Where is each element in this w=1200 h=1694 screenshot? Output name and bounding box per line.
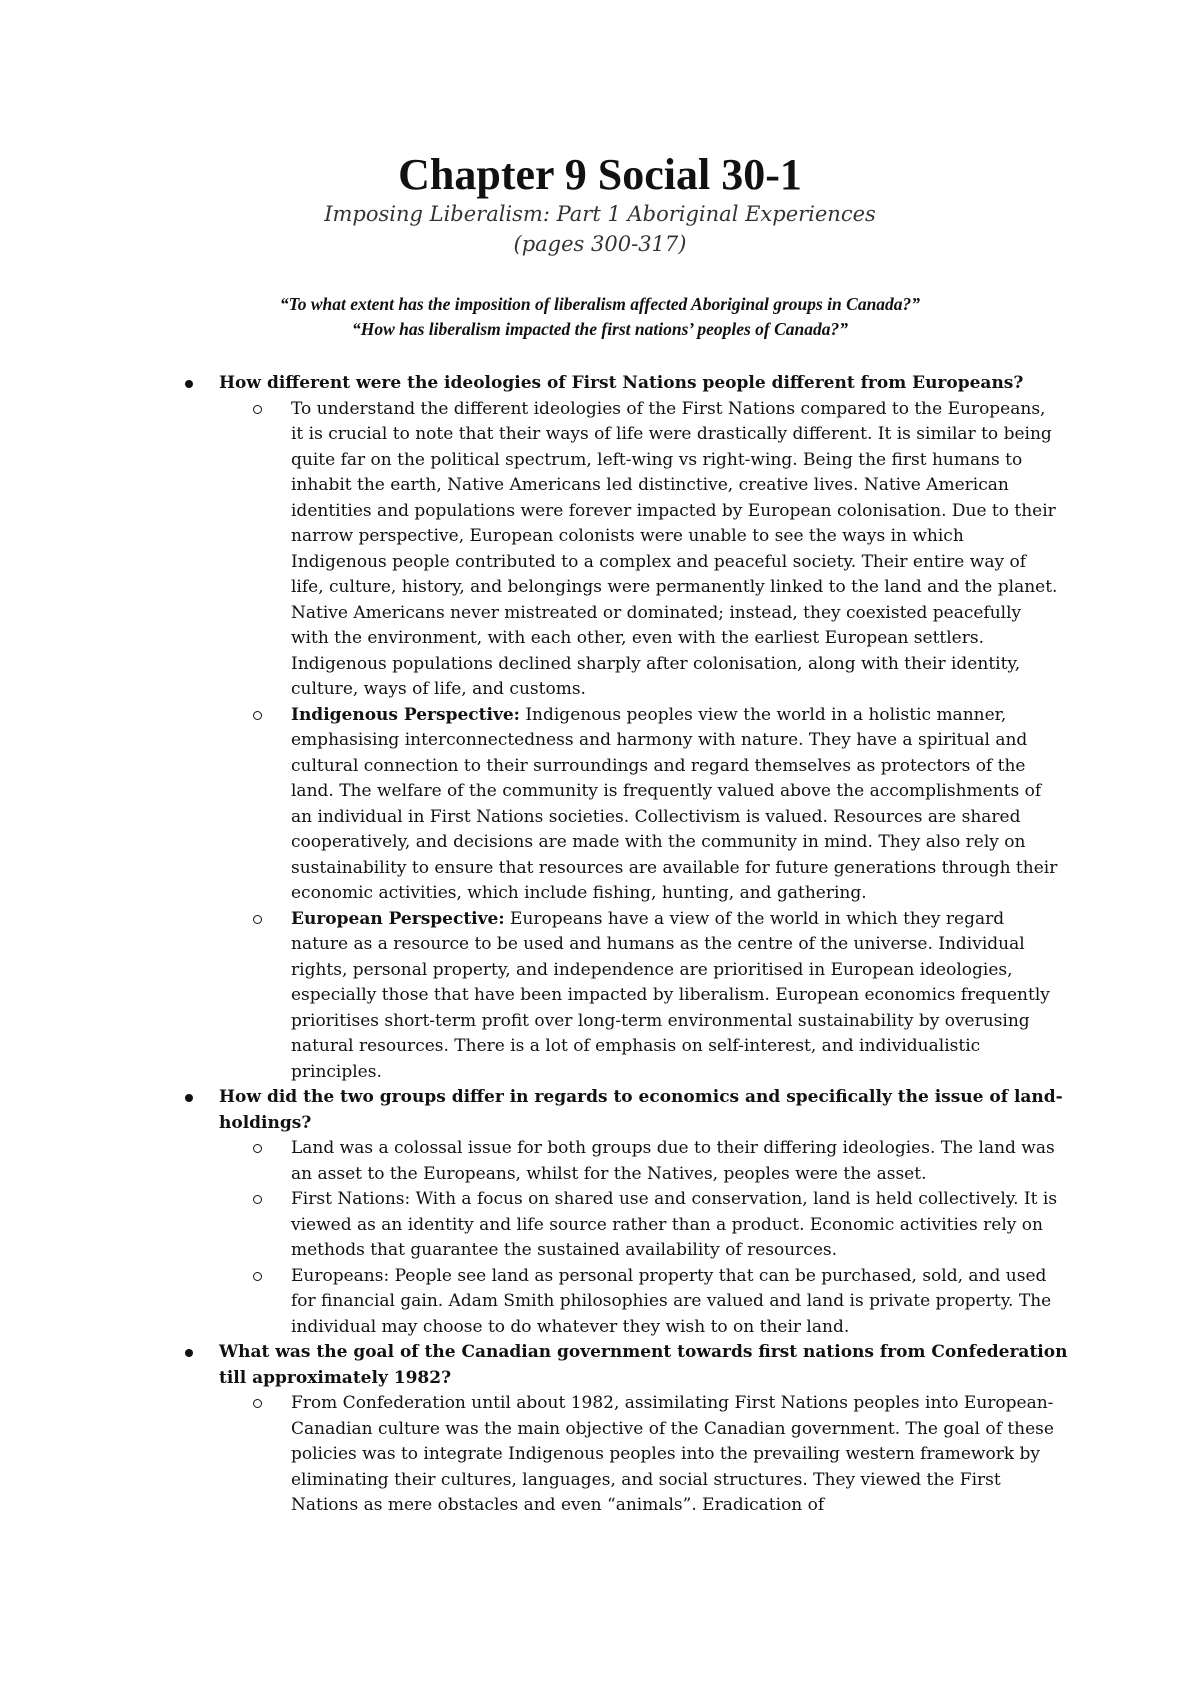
section-question: What was the goal of the Canadian government towards first nations from Confederation till approximately 1982?: [219, 1342, 1068, 1388]
answer-text: From Confederation until about 1982, assimilating First Nations peoples into European-Canadian culture was the main objective of the Canadian government. The goal of these policies was to integrate Indigenous peoples into the prevailing western framework by eliminating their cultures, languages, and social structures. They viewed the First Nations as mere obstacles and even “animals”. Eradication of: [291, 1393, 1054, 1515]
circle-bullet-icon: [253, 1272, 262, 1281]
circle-bullet-icon: [253, 915, 262, 924]
circle-bullet-icon: [253, 1144, 262, 1153]
inquiry-question: “How has liberalism impacted the first nations’ peoples of Canada?”: [351, 319, 849, 339]
circle-bullet-icon: [253, 1399, 262, 1408]
bullet-icon: [185, 1094, 193, 1102]
answer-point: [291, 703, 1061, 907]
answer-point: [291, 1187, 1061, 1264]
inquiry-question: “To what extent has the imposition of liberalism affected Aboriginal groups in Canada?”: [279, 294, 921, 314]
question-section: [0, 1085, 1069, 1340]
answer-point: [291, 1264, 1061, 1341]
question-section: [0, 1340, 1069, 1519]
inquiry-questions: [0, 292, 1200, 342]
circle-bullet-icon: [253, 1195, 262, 1204]
answer-text: To understand the different ideologies of the First Nations compared to the Europeans, it is crucial to note that their ways of life were drastically different. It is similar to being quite far on the political spectrum, left-wing vs right-wing. Being the first humans to inhabit the earth, Native Americans led distinctive, creative lives. Native American identities and populations were forever impacted by European colonisation. Due to their narrow perspective, European colonists were unable to see the ways in which Indigenous people contributed to a complex and peaceful society. Their entire way of life, culture, history, and belongings were permanently linked to the land and the planet. Native Americans never mistreated or dominated; instead, they coexisted peacefully with the environment, with each other, even with the earliest European settlers. Indigenous populations declined sharply after colonisation, along with their identity, culture, ways of life, and customs.: [291, 398, 1058, 699]
answer-text: Europeans have a view of the world in which they regard nature as a resource to be used and humans as the centre of the universe. Individual rights, personal property, and independence are prioritised in European ideologies, especially those that have been impacted by liberalism. European economics frequently prioritises short-term profit over long-term environmental sustainability by overusing natural resources. There is a lot of emphasis on self-interest, and individualistic principles.: [291, 908, 1050, 1082]
page-title: Chapter 9 Social 30-1: [398, 150, 802, 199]
section-question: How did the two groups differ in regards to economics and specifically the issue of land-holdings?: [219, 1087, 1063, 1133]
subtitle: [0, 199, 1200, 259]
section-question: How different were the ideologies of First Nations people different from Europeans?: [219, 373, 1024, 393]
answer-label: Indigenous Perspective:: [291, 704, 520, 725]
page-range: (pages 300-317): [513, 232, 687, 256]
subtitle-line: Imposing Liberalism: Part 1 Aboriginal Experiences: [324, 202, 876, 226]
bullet-icon: [185, 1349, 193, 1357]
circle-bullet-icon: [253, 405, 262, 414]
answer-text: Europeans: People see land as personal property that can be purchased, sold, and used for financial gain. Adam Smith philosophies are valued and land is private property. The individual may choose to do whatever they wish to on their land.: [291, 1265, 1052, 1337]
answer-text: First Nations: With a focus on shared use and conservation, land is held collectively. It is viewed as an identity and life source rather than a product. Economic activities rely on methods that guarantee the sustained availability of resources.: [291, 1189, 1058, 1260]
answer-text: Indigenous peoples view the world in a holistic manner, emphasising interconnectedness and harmony with nature. They have a spiritual and cultural connection to their surroundings and regard themselves as protectors of the land. The welfare of the community is frequently valued above the accomplishments of an individual in First Nations societies. Collectivism is valued. Resources are shared cooperatively, and decisions are made with the community in mind. They also rely on sustainability to ensure that resources are available for future generations through their economic activities, which include fishing, hunting, and gathering.: [291, 704, 1058, 903]
bullet-icon: [185, 380, 193, 388]
circle-bullet-icon: [253, 711, 262, 720]
answer-point: [291, 1391, 1061, 1519]
answer-point: [291, 907, 1061, 1086]
answer-text: Land was a colossal issue for both groups due to their differing ideologies. The land was an asset to the Europeans, whilst for the Natives, peoples were the asset.: [291, 1138, 1055, 1184]
notes-body: [0, 371, 1200, 1519]
answer-point: [291, 397, 1061, 703]
answer-label: European Perspective:: [291, 908, 505, 929]
answer-point: [291, 1136, 1061, 1187]
question-section: [0, 371, 1069, 1085]
